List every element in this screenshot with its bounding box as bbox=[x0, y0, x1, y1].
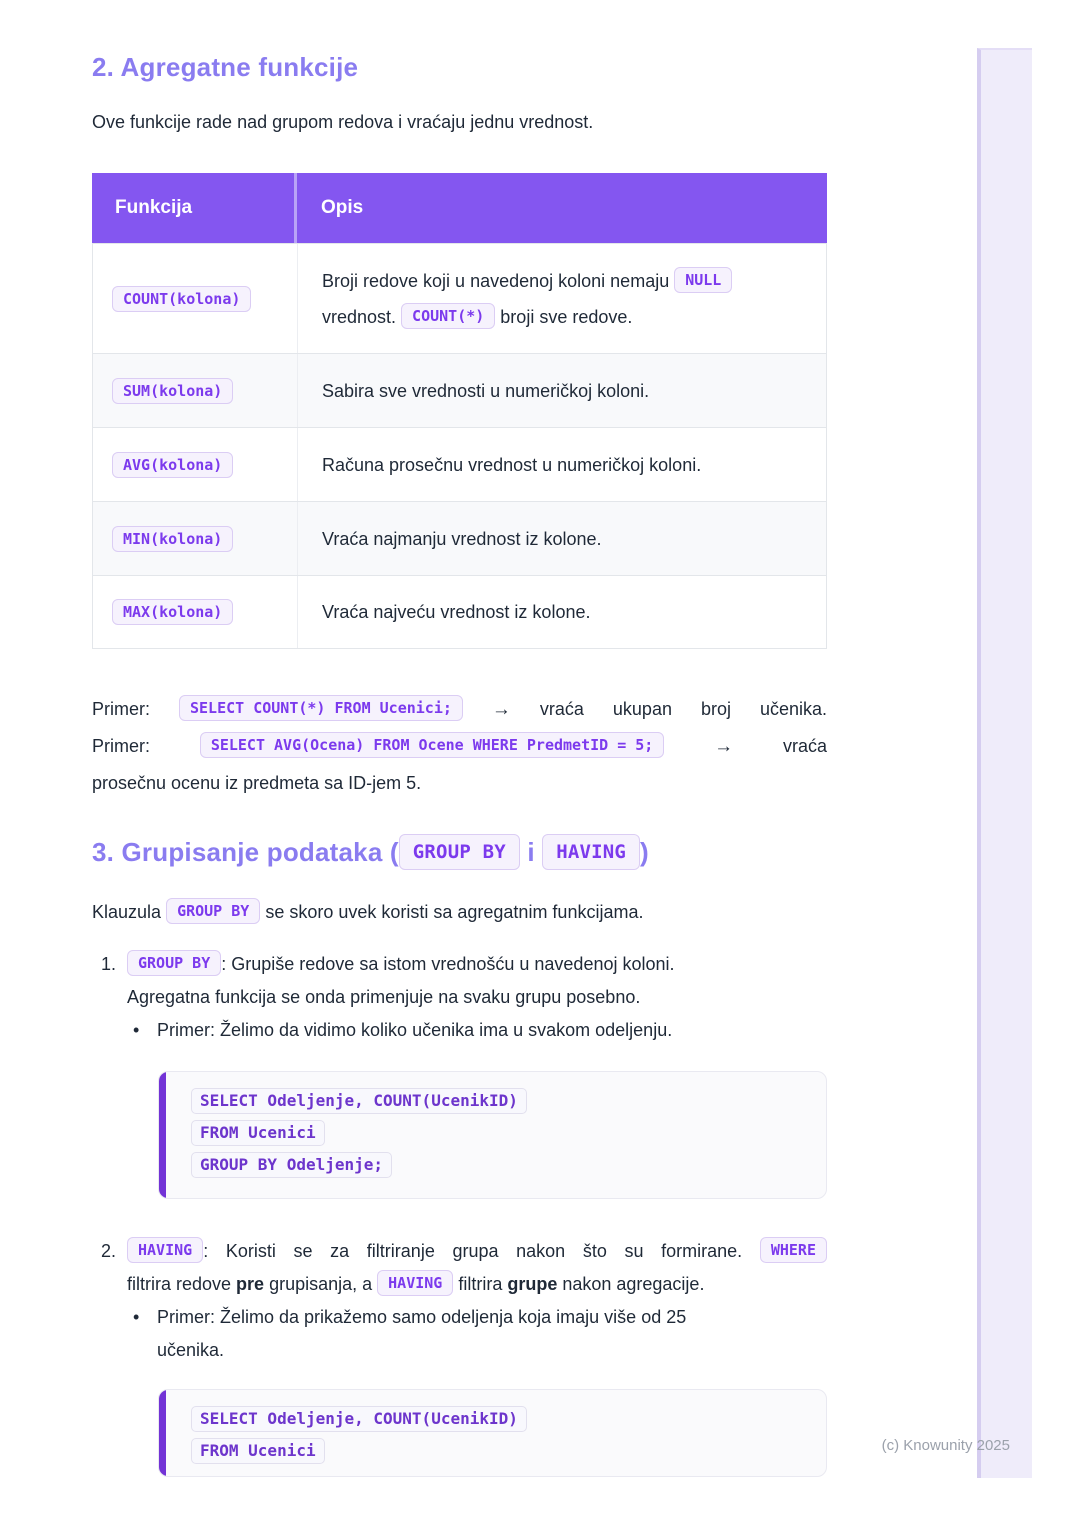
example-result-text: vraća ukupan broj učenika. bbox=[539, 699, 827, 719]
sql-code-block-truncated bbox=[158, 1389, 827, 1477]
desc-text: broji sve redove. bbox=[495, 306, 633, 327]
code-badge-sum: SUM(kolona) bbox=[112, 378, 233, 404]
table-row bbox=[93, 243, 826, 353]
list-number: 2. bbox=[101, 1241, 117, 1261]
example-line-continuation: prosečnu ocenu iz predmeta sa ID-jem 5. bbox=[92, 773, 422, 793]
sql-code-line: FROM Ucenici bbox=[191, 1120, 325, 1146]
desc-text: vrednost. bbox=[322, 306, 402, 327]
section3-heading: 3. Grupisanje podataka ( GROUP BY i HAVING ) bbox=[92, 832, 827, 872]
primer-label: Primer: bbox=[92, 736, 150, 756]
section3-intro: Klauzula GROUP BY se skoro uvek koristi sa agregatnim funkcijama. bbox=[92, 894, 827, 930]
table-row bbox=[93, 353, 826, 427]
next-page-edge-preview bbox=[977, 48, 1032, 1478]
table-cell-desc: Vraća najmanju vrednost iz kolone. bbox=[322, 528, 602, 549]
code-badge-null: NULL bbox=[674, 267, 732, 293]
code-badge-group-by: GROUP BY bbox=[399, 834, 520, 870]
bullet-item-continuation: učenika. bbox=[157, 1340, 225, 1360]
item-text-bold: pre bbox=[236, 1274, 265, 1294]
page-content bbox=[92, 0, 827, 1477]
item-text: nakon agregacije. bbox=[557, 1274, 705, 1294]
bullet-item: • Primer: Želimo da prikažemo samo odeljenja koja imaju više od 25 bbox=[92, 1301, 827, 1334]
code-badge-group-by: GROUP BY bbox=[166, 898, 260, 924]
table-cell-desc: Računa prosečnu vrednost u numeričkoj koloni. bbox=[322, 454, 702, 475]
list-item-group-by bbox=[92, 948, 827, 1014]
code-badge-having: HAVING bbox=[377, 1270, 453, 1296]
code-badge-having: HAVING bbox=[542, 834, 640, 870]
item-text: grupisanja, a bbox=[264, 1274, 378, 1294]
bullet-item: • Primer: Želimo da vidimo koliko učenika ima u svakom odeljenju. bbox=[92, 1014, 827, 1047]
example-line bbox=[92, 728, 827, 765]
item-text: : Grupiše redove sa istom vrednošću u navedenoj koloni. bbox=[221, 954, 675, 974]
example-result-text: vraća bbox=[782, 736, 827, 756]
list-item-having bbox=[92, 1235, 827, 1301]
table-header-funkcija: Funkcija bbox=[92, 173, 297, 243]
sql-inline-code: SELECT AVG(Ocena) FROM Ocene WHERE PredmetID = 5; bbox=[200, 732, 665, 758]
code-badge-where: WHERE bbox=[760, 1237, 827, 1263]
table-cell-desc: Sabira sve vrednosti u numeričkoj koloni. bbox=[322, 380, 650, 401]
item-text: : Koristi se za filtriranje grupa nakon što su formirane. bbox=[203, 1241, 760, 1261]
arrow-right-icon: → bbox=[714, 736, 734, 757]
table-cell-desc: Vraća najveću vrednost iz kolone. bbox=[322, 602, 591, 622]
aggregate-functions-table bbox=[92, 173, 827, 649]
section2-intro: Ove funkcije rade nad grupom redova i vraćaju jednu vrednost. bbox=[92, 112, 594, 132]
code-badge-having: HAVING bbox=[127, 1237, 203, 1263]
sql-code-line: GROUP BY Odeljenje; bbox=[191, 1152, 392, 1178]
arrow-right-icon: → bbox=[491, 699, 511, 720]
table-row bbox=[93, 427, 826, 501]
list-number: 1. bbox=[101, 954, 117, 974]
code-badge-avg: AVG(kolona) bbox=[112, 452, 233, 478]
item-text-bold: grupe bbox=[507, 1274, 558, 1294]
code-badge-group-by: GROUP BY bbox=[127, 950, 221, 976]
section2-heading: 2. Agregatne funkcije bbox=[92, 52, 359, 82]
table-header-row bbox=[92, 173, 827, 243]
code-badge-min: MIN(kolona) bbox=[112, 526, 233, 552]
code-badge-max: MAX(kolona) bbox=[112, 599, 233, 625]
table-row bbox=[93, 501, 826, 575]
sql-code-line: FROM Ucenici bbox=[191, 1438, 325, 1464]
examples-paragraph bbox=[92, 691, 827, 802]
primer-label: Primer: bbox=[92, 699, 150, 719]
sql-code-line: SELECT Odeljenje, COUNT(UcenikID) bbox=[191, 1088, 527, 1114]
copyright-watermark: (c) Knowunity 2025 bbox=[881, 1437, 1010, 1454]
item-text: Agregatna funkcija se onda primenjuje na svaku grupu posebno. bbox=[127, 987, 641, 1007]
sql-code-block bbox=[158, 1071, 827, 1199]
table-row bbox=[93, 575, 826, 648]
item-text: filtrira bbox=[453, 1274, 508, 1294]
item-text: filtrira redove bbox=[127, 1274, 237, 1294]
desc-text: Broji redove koji u navedenoj koloni nemaju bbox=[322, 270, 675, 291]
example-line bbox=[92, 691, 827, 728]
sql-code-line: SELECT Odeljenje, COUNT(UcenikID) bbox=[191, 1406, 527, 1432]
table-cell-desc bbox=[298, 244, 826, 353]
code-badge-count-star: COUNT(*) bbox=[401, 303, 495, 329]
code-badge-count: COUNT(kolona) bbox=[112, 286, 251, 312]
table-header-opis: Opis bbox=[321, 197, 364, 218]
sql-inline-code: SELECT COUNT(*) FROM Ucenici; bbox=[179, 695, 463, 721]
